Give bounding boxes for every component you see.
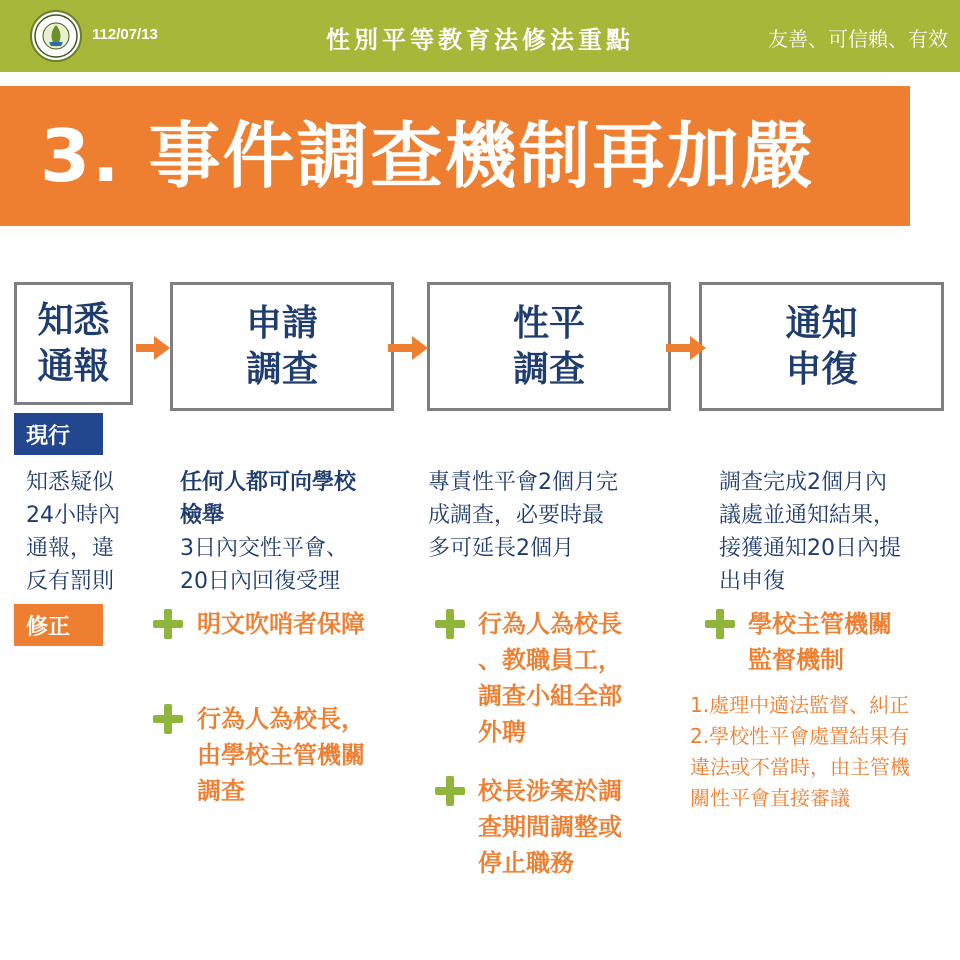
- amendment-supervision: 學校主管機關 監督機制: [748, 610, 892, 674]
- step-gender-equity-investigation: [427, 282, 671, 411]
- step-label: 知悉 通報: [37, 299, 110, 387]
- title-banner: [0, 86, 910, 226]
- plus-icon: [705, 609, 735, 639]
- ministry-of-education-logo-icon: [30, 10, 82, 62]
- page-title: 3. 事件調查機制再加嚴: [40, 114, 815, 198]
- current-report-text: 知悉疑似 24小時內 通報，違 反有罰則: [26, 470, 120, 594]
- step-label: 申請 調查: [245, 302, 318, 390]
- amendment-principal-suspension: 校長涉案於調 查期間調整或 停止職務: [478, 777, 622, 877]
- arrow-right-icon: [388, 336, 428, 360]
- arrow-right-icon: [136, 336, 170, 360]
- step-label: 通知 申復: [785, 302, 858, 390]
- current-tag: 現行: [14, 413, 103, 455]
- plus-icon: [435, 776, 465, 806]
- step-report: [14, 282, 133, 405]
- step-label: 性平 調查: [512, 302, 585, 390]
- header-bar: [0, 0, 960, 72]
- plus-icon: [153, 609, 183, 639]
- step-apply-investigation: [170, 282, 394, 411]
- current-apply-text: 3日內交性平會、 20日內回復受理: [180, 536, 348, 594]
- amendment-external-panel: 行為人為校長 、教職員工， 調查小組全部 外聘: [478, 610, 622, 746]
- current-apply-text-bold: 任何人都可向學校 檢舉: [180, 470, 357, 528]
- plus-icon: [153, 704, 183, 734]
- plus-icon: [435, 609, 465, 639]
- header-title: 性別平等教育法修法重點: [326, 26, 634, 54]
- current-appeal-text: 調查完成2個月內 議處並通知結果， 接獲通知20日內提 出申復: [719, 470, 901, 594]
- arrow-right-icon: [666, 336, 706, 360]
- date-label: 112/07/13: [92, 26, 158, 43]
- amendment-whistleblower: 明文吹哨者保障: [197, 610, 365, 638]
- step-notify-appeal: [699, 282, 944, 411]
- current-investigation-text: 專責性平會2個月完 成調查，必要時最 多可延長2個月: [428, 470, 618, 561]
- supervision-notes: 1.處理中適法監督、糾正 2.學校性平會處置結果有 違法或不當時，由主管機 關性平會直接審議: [690, 693, 910, 810]
- amended-tag: 修正: [14, 604, 103, 646]
- slogan: 友善、可信賴、有效: [768, 27, 948, 51]
- amendment-principal-investigation: 行為人為校長， 由學校主管機關 調查: [197, 705, 365, 805]
